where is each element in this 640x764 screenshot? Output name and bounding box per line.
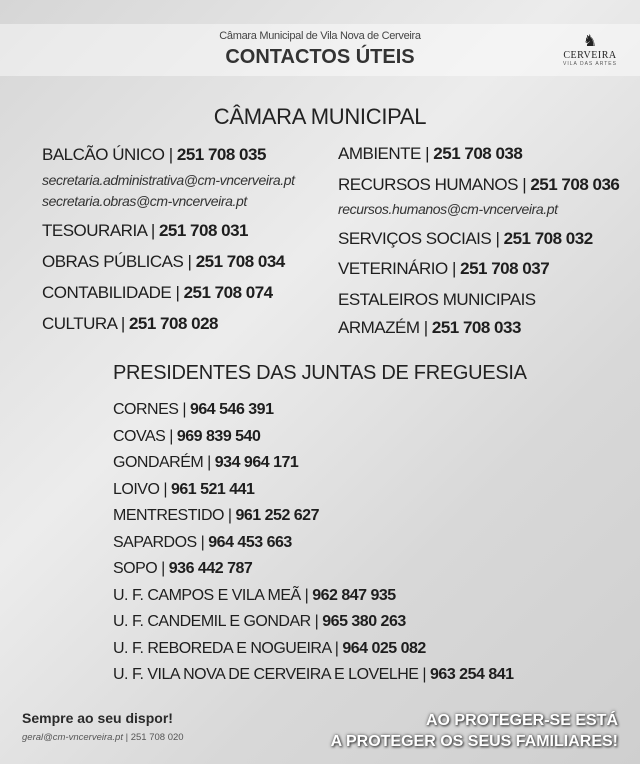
contact-row [338,290,536,310]
separator: | [165,428,177,445]
separator: | [164,145,177,164]
camara-heading: CÂMARA MUNICIPAL [213,104,427,129]
contact-phone: 962 847 935 [312,587,396,604]
contact-label: VETERINÁRIO [338,259,448,278]
contact-row [113,481,254,499]
slogan-line-1: AO PROTEGER-SE ESTÁ [425,712,618,729]
contact-label: LOIVO [113,481,160,498]
contact-label: MENTRESTIDO [113,507,224,524]
slogan-line-2: A PROTEGER OS SEUS FAMILIARES! [330,733,618,750]
contact-phone: 251 708 035 [176,145,266,164]
contact-phone: 251 708 033 [431,318,521,337]
separator: | [223,507,236,524]
contact-row [113,587,396,605]
contact-row [42,221,248,241]
contact-email[interactable]: secretaria.obras@cm-vncerveira.pt [42,193,247,209]
separator: | [178,401,190,418]
contact-phone: 961 252 627 [235,507,319,524]
separator: | [146,221,159,240]
contact-label: AMBIENTE [338,144,421,163]
separator: | [310,613,323,630]
contact-label: BALCÃO ÚNICO [42,145,165,164]
contact-row [338,259,549,279]
contact-row [113,613,406,631]
contact-row [113,666,514,684]
contact-label: U. F. CANDEMIL E GONDAR [113,613,311,630]
contact-phone: 964 025 082 [342,640,426,657]
contact-label: ESTALEIROS MUNICIPAIS [338,290,536,309]
contact-row [113,534,292,552]
separator: | [330,640,343,657]
contact-phone: 969 839 540 [176,428,261,445]
separator: | [418,666,431,683]
contact-row [42,252,285,272]
contact-phone: 251 708 037 [460,259,550,278]
contact-label: SOPO [113,560,158,577]
contact-label: SERVIÇOS SOCIAIS [338,229,492,248]
contact-phone: 936 442 787 [168,560,253,577]
separator: | [203,454,215,471]
contact-row [338,175,619,195]
contact-email[interactable]: recursos.humanos@cm-vncerveira.pt [338,201,558,217]
deer-icon: ♞ [582,33,598,50]
contact-phone: 964 453 663 [208,534,292,551]
footer-contact: geral@cm-vncerveira.pt | 251 708 020 [22,732,184,743]
contact-row [113,640,426,658]
separator: | [447,259,461,278]
contact-label: CORNES [113,401,179,418]
logo-tagline: VILA DAS ARTES [563,61,617,67]
separator: | [196,534,209,551]
contact-phone: 251 708 074 [183,283,273,302]
separator: | [419,318,432,337]
contact-phone: 251 708 032 [503,229,593,248]
contact-row [113,454,298,472]
separator: | [183,252,196,271]
contact-phone: 251 708 036 [530,175,620,194]
contact-phone: 251 708 028 [128,314,219,333]
contact-phone: 964 546 391 [190,401,274,418]
footer-email[interactable]: geral@cm-vncerveira.pt [22,732,123,743]
contact-row [42,283,273,303]
contact-label: COVAS [113,428,166,445]
separator: | [517,175,531,194]
contact-label: OBRAS PÚBLICAS [42,252,184,271]
contact-phone: 251 708 034 [195,252,285,271]
contact-row [338,144,522,164]
contact-label: CONTABILIDADE [42,283,172,302]
contact-row [42,314,218,334]
separator: | [300,587,313,604]
contact-label: U. F. VILA NOVA DE CERVEIRA E LOVELHE [113,666,419,683]
contact-label: TESOURARIA [42,221,147,240]
contact-label: RECURSOS HUMANOS [338,175,518,194]
separator: | [116,314,129,333]
footer-tagline: Sempre ao seu dispor! [22,710,173,726]
separator: | [420,144,434,163]
footer-phone: 251 708 020 [130,732,184,743]
contact-phone: 961 521 441 [170,481,255,498]
contact-row [338,229,593,249]
slogan [331,710,618,752]
logo-name: CERVEIRA [563,50,617,61]
separator: | [159,481,171,498]
separator: | [157,560,169,577]
contact-row [113,507,319,525]
contact-phone: 965 380 263 [322,613,406,630]
contact-label: CULTURA [42,314,117,333]
contact-row [113,560,252,578]
contact-phone: 251 708 031 [158,221,249,240]
contact-row [113,428,260,446]
cerveira-logo [560,34,620,67]
header-subtitle: Câmara Municipal de Vila Nova de Cerveira [219,30,421,42]
contact-label: SAPARDOS [113,534,197,551]
contact-label: U. F. CAMPOS E VILA MEÃ [113,587,301,604]
contact-phone: 251 708 038 [433,144,523,163]
contact-row [338,318,521,338]
contact-row [113,401,273,419]
juntas-heading: PRESIDENTES DAS JUNTAS DE FREGUESIA [113,362,527,384]
contact-label: U. F. REBOREDA E NOGUEIRA [113,640,331,657]
contact-row [42,145,266,165]
contact-phone: 963 254 841 [430,666,514,683]
separator: | [491,229,504,248]
separator: | [171,283,184,302]
contact-label: GONDARÉM [113,454,204,471]
contact-email[interactable]: secretaria.administrativa@cm-vncerveira.pt [42,172,295,188]
page-title: CONTACTOS ÚTEIS [225,46,415,68]
contact-phone: 934 964 171 [214,454,299,471]
contact-label: ARMAZÉM [338,318,420,337]
